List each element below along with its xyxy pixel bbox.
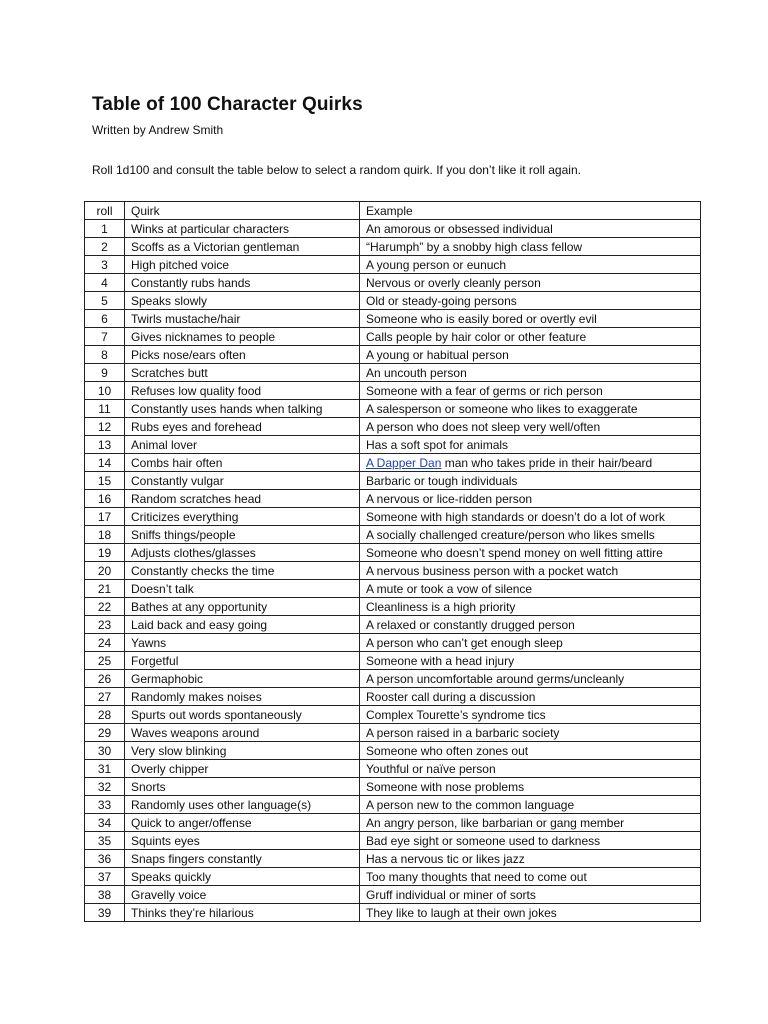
table-row [85, 580, 701, 598]
roll-cell: 3 [85, 256, 125, 274]
roll-cell: 14 [85, 454, 125, 472]
table-row [85, 796, 701, 814]
header-quirk: Quirk [125, 202, 360, 220]
table-row [85, 508, 701, 526]
example-link[interactable]: A Dapper Dan [366, 455, 442, 470]
quirk-cell: Speaks quickly [125, 868, 360, 886]
table-row [85, 868, 701, 886]
example-cell: A nervous or lice-ridden person [360, 490, 701, 508]
example-cell: Bad eye sight or someone used to darkness [360, 832, 701, 850]
example-cell: Nervous or overly cleanly person [360, 274, 701, 292]
roll-cell: 19 [85, 544, 125, 562]
example-cell: Too many thoughts that need to come out [360, 868, 701, 886]
example-cell: Old or steady-going persons [360, 292, 701, 310]
quirk-cell: Forgetful [125, 652, 360, 670]
quirk-cell: Constantly uses hands when talking [125, 400, 360, 418]
roll-cell: 9 [85, 364, 125, 382]
roll-cell: 23 [85, 616, 125, 634]
roll-cell: 26 [85, 670, 125, 688]
example-cell: A person uncomfortable around germs/uncleanly [360, 670, 701, 688]
example-cell: A young person or eunuch [360, 256, 701, 274]
table-row [85, 886, 701, 904]
roll-cell: 8 [85, 346, 125, 364]
example-cell: Has a soft spot for animals [360, 436, 701, 454]
quirk-cell: Random scratches head [125, 490, 360, 508]
example-cell: Gruff individual or miner of sorts [360, 886, 701, 904]
table-row [85, 364, 701, 382]
roll-cell: 12 [85, 418, 125, 436]
table-row [85, 562, 701, 580]
quirk-cell: Very slow blinking [125, 742, 360, 760]
table-row [85, 742, 701, 760]
example-cell: Someone who doesn’t spend money on well fitting attire [360, 544, 701, 562]
roll-cell: 39 [85, 904, 125, 922]
example-cell: Someone who often zones out [360, 742, 701, 760]
quirks-table [84, 201, 701, 922]
roll-cell: 31 [85, 760, 125, 778]
roll-cell: 36 [85, 850, 125, 868]
quirk-cell: Twirls mustache/hair [125, 310, 360, 328]
quirk-cell: Overly chipper [125, 760, 360, 778]
example-cell: Someone with a head injury [360, 652, 701, 670]
quirk-cell: Bathes at any opportunity [125, 598, 360, 616]
roll-cell: 27 [85, 688, 125, 706]
table-row [85, 436, 701, 454]
table-row [85, 292, 701, 310]
example-cell: Barbaric or tough individuals [360, 472, 701, 490]
quirk-cell: Adjusts clothes/glasses [125, 544, 360, 562]
example-cell: Someone with a fear of germs or rich person [360, 382, 701, 400]
roll-cell: 29 [85, 724, 125, 742]
quirk-cell: Randomly uses other language(s) [125, 796, 360, 814]
table-row [85, 850, 701, 868]
example-cell: Someone with nose problems [360, 778, 701, 796]
roll-cell: 30 [85, 742, 125, 760]
roll-cell: 10 [85, 382, 125, 400]
example-cell: A young or habitual person [360, 346, 701, 364]
table-row [85, 724, 701, 742]
example-cell: They like to laugh at their own jokes [360, 904, 701, 922]
quirk-cell: Winks at particular characters [125, 220, 360, 238]
table-row [85, 598, 701, 616]
quirk-cell: Quick to anger/offense [125, 814, 360, 832]
example-cell: A mute or took a vow of silence [360, 580, 701, 598]
quirk-cell: Refuses low quality food [125, 382, 360, 400]
table-header-row [85, 202, 701, 220]
table-row [85, 400, 701, 418]
quirk-cell: Thinks they’re hilarious [125, 904, 360, 922]
roll-cell: 32 [85, 778, 125, 796]
quirk-cell: Snorts [125, 778, 360, 796]
table-row [85, 490, 701, 508]
table-row [85, 346, 701, 364]
table-row [85, 274, 701, 292]
quirk-cell: High pitched voice [125, 256, 360, 274]
table-row [85, 256, 701, 274]
example-cell: A person who can’t get enough sleep [360, 634, 701, 652]
quirk-cell: Rubs eyes and forehead [125, 418, 360, 436]
example-cell: Someone with high standards or doesn’t do a lot of work [360, 508, 701, 526]
table-row [85, 472, 701, 490]
quirk-cell: Animal lover [125, 436, 360, 454]
table-body [85, 220, 701, 922]
example-cell: A relaxed or constantly drugged person [360, 616, 701, 634]
table-row [85, 814, 701, 832]
example-cell: A person who does not sleep very well/often [360, 418, 701, 436]
table-row [85, 706, 701, 724]
example-cell: Complex Tourette’s syndrome tics [360, 706, 701, 724]
table-row [85, 328, 701, 346]
example-cell: Cleanliness is a high priority [360, 598, 701, 616]
roll-cell: 35 [85, 832, 125, 850]
table-row [85, 526, 701, 544]
example-cell: Rooster call during a discussion [360, 688, 701, 706]
roll-cell: 4 [85, 274, 125, 292]
table-row [85, 310, 701, 328]
header-example: Example [360, 202, 701, 220]
quirk-cell: Yawns [125, 634, 360, 652]
table-row [85, 760, 701, 778]
roll-cell: 33 [85, 796, 125, 814]
quirk-cell: Criticizes everything [125, 508, 360, 526]
quirk-cell: Combs hair often [125, 454, 360, 472]
example-cell: A person raised in a barbaric society [360, 724, 701, 742]
table-row [85, 454, 701, 472]
page-title: Table of 100 Character Quirks [92, 94, 363, 115]
roll-cell: 34 [85, 814, 125, 832]
table-row [85, 832, 701, 850]
quirk-cell: Doesn’t talk [125, 580, 360, 598]
table-row [85, 670, 701, 688]
quirk-cell: Scratches butt [125, 364, 360, 382]
quirk-cell: Scoffs as a Victorian gentleman [125, 238, 360, 256]
author-line: Written by Andrew Smith [92, 123, 224, 137]
example-cell: “Harumph” by a snobby high class fellow [360, 238, 701, 256]
example-cell: Youthful or naïve person [360, 760, 701, 778]
quirk-cell: Waves weapons around [125, 724, 360, 742]
table-row [85, 688, 701, 706]
quirk-cell: Gives nicknames to people [125, 328, 360, 346]
roll-cell: 7 [85, 328, 125, 346]
table-row [85, 238, 701, 256]
intro-text: Roll 1d100 and consult the table below to select a random quirk. If you don’t like it roll again. [92, 163, 581, 177]
example-cell [360, 454, 701, 472]
roll-cell: 25 [85, 652, 125, 670]
example-cell: A socially challenged creature/person who likes smells [360, 526, 701, 544]
quirk-cell: Spurts out words spontaneously [125, 706, 360, 724]
example-cell: Calls people by hair color or other feature [360, 328, 701, 346]
quirk-cell: Snaps fingers constantly [125, 850, 360, 868]
table-row [85, 220, 701, 238]
example-cell: An amorous or obsessed individual [360, 220, 701, 238]
roll-cell: 38 [85, 886, 125, 904]
roll-cell: 21 [85, 580, 125, 598]
table-row [85, 544, 701, 562]
roll-cell: 11 [85, 400, 125, 418]
table-row [85, 418, 701, 436]
example-cell: Someone who is easily bored or overtly evil [360, 310, 701, 328]
roll-cell: 13 [85, 436, 125, 454]
example-cell: A person new to the common language [360, 796, 701, 814]
header-roll: roll [85, 202, 125, 220]
quirk-cell: Constantly rubs hands [125, 274, 360, 292]
roll-cell: 20 [85, 562, 125, 580]
roll-cell: 28 [85, 706, 125, 724]
roll-cell: 37 [85, 868, 125, 886]
table-row [85, 634, 701, 652]
quirk-cell: Randomly makes noises [125, 688, 360, 706]
roll-cell: 5 [85, 292, 125, 310]
roll-cell: 15 [85, 472, 125, 490]
example-cell: An angry person, like barbarian or gang member [360, 814, 701, 832]
roll-cell: 17 [85, 508, 125, 526]
table-row [85, 382, 701, 400]
roll-cell: 6 [85, 310, 125, 328]
roll-cell: 24 [85, 634, 125, 652]
table-row [85, 616, 701, 634]
example-cell: Has a nervous tic or likes jazz [360, 850, 701, 868]
quirk-cell: Constantly vulgar [125, 472, 360, 490]
table-row [85, 904, 701, 922]
example-cell: An uncouth person [360, 364, 701, 382]
table-row [85, 778, 701, 796]
roll-cell: 22 [85, 598, 125, 616]
quirk-cell: Squints eyes [125, 832, 360, 850]
example-cell: A nervous business person with a pocket watch [360, 562, 701, 580]
quirk-cell: Germaphobic [125, 670, 360, 688]
quirk-cell: Speaks slowly [125, 292, 360, 310]
example-cell: A salesperson or someone who likes to exaggerate [360, 400, 701, 418]
quirk-cell: Laid back and easy going [125, 616, 360, 634]
quirk-cell: Picks nose/ears often [125, 346, 360, 364]
roll-cell: 16 [85, 490, 125, 508]
roll-cell: 18 [85, 526, 125, 544]
quirk-cell: Gravelly voice [125, 886, 360, 904]
quirk-cell: Sniffs things/people [125, 526, 360, 544]
table-row [85, 652, 701, 670]
example-text: man who takes pride in their hair/beard [441, 455, 653, 470]
quirk-cell: Constantly checks the time [125, 562, 360, 580]
roll-cell: 2 [85, 238, 125, 256]
roll-cell: 1 [85, 220, 125, 238]
